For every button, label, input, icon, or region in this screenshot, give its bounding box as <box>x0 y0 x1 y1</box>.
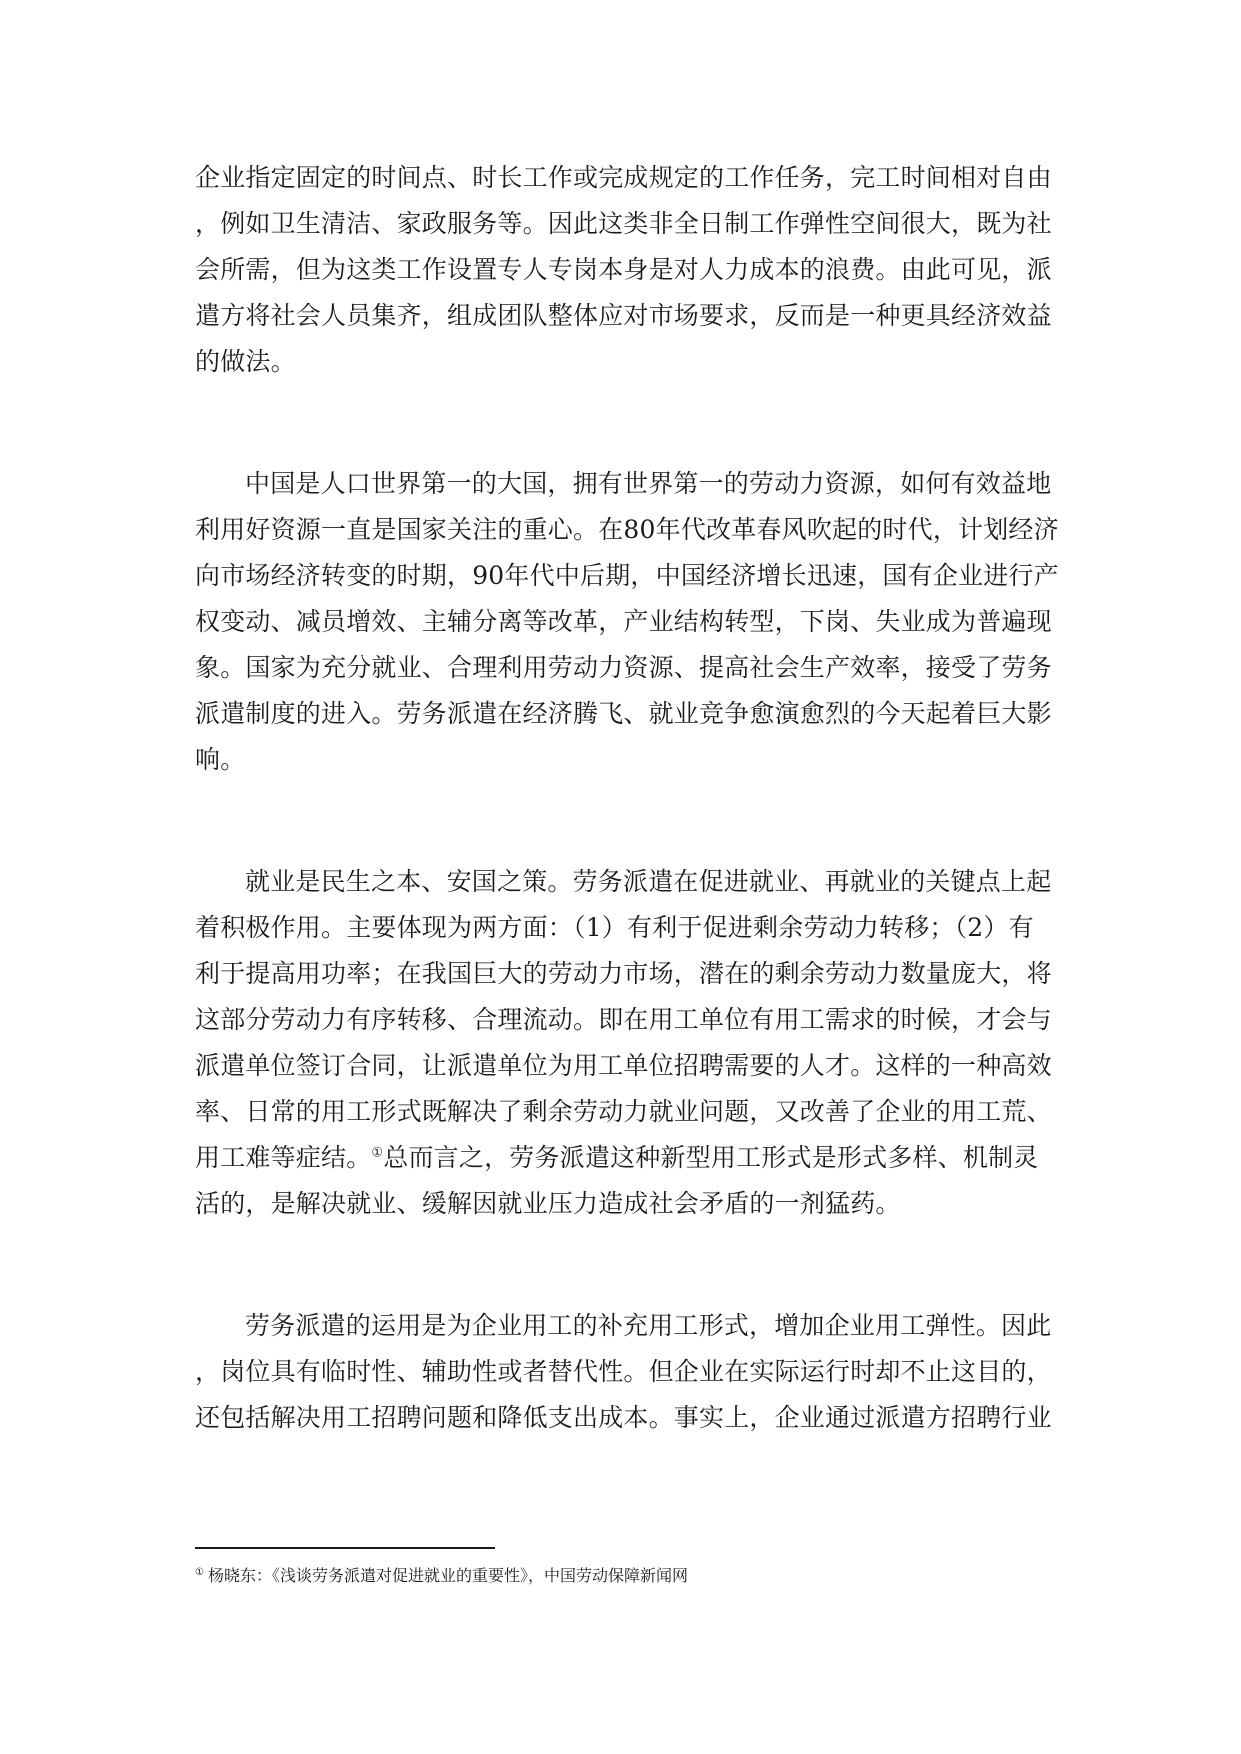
text-line: ，例如卫生清洁、家政服务等。因此这类非全日制工作弹性空间很大，既为社 <box>195 209 1052 238</box>
text-line: 派遣单位签订合同，让派遣单位为用工单位招聘需要的人才。这样的一种高效 <box>195 1051 1052 1080</box>
footnote-mark: ① <box>195 1566 204 1578</box>
text-line: 活的，是解决就业、缓解因就业压力造成社会矛盾的一剂猛药。 <box>195 1189 901 1218</box>
footnote <box>195 1564 688 1588</box>
text-line: 遣方将社会人员集齐，组成团队整体应对市场要求，反而是一种更具经济效益 <box>195 301 1052 330</box>
text-line: 这部分劳动力有序转移、合理流动。即在用工单位有用工需求的时候，才会与 <box>195 1005 1052 1034</box>
text-line: 会所需，但为这类工作设置专人专岗本身是对人力成本的浪费。由此可见，派 <box>195 255 1052 284</box>
text-line: 率、日常的用工形式既解决了剩余劳动力就业问题，又改善了企业的用工荒、 <box>195 1097 1052 1126</box>
text-line: 的做法。 <box>195 347 296 376</box>
text-segment: 总而言之，劳务派遣这种新型用工形式是形式多样、机制灵 <box>383 1143 1039 1172</box>
text-line <box>195 1140 1038 1176</box>
footnote-divider <box>195 1547 495 1549</box>
footnote-text: 杨晓东：《浅谈劳务派遣对促进就业的重要性》，中国劳动保障新闻网 <box>207 1566 688 1585</box>
text-line: 响。 <box>195 745 246 774</box>
text-line: ，岗位具有临时性、辅助性或者替代性。但企业在实际运行时却不止这目的， <box>195 1357 1052 1386</box>
text-line: 着积极作用。主要体现为两方面：（1）有利于促进剩余劳动力转移；（2）有 <box>195 913 1034 942</box>
text-line: 企业指定固定的时间点、时长工作或完成规定的工作任务，完工时间相对自由 <box>195 163 1052 192</box>
text-line: 利于提高用功率；在我国巨大的劳动力市场，潜在的剩余劳动力数量庞大，将 <box>195 959 1052 988</box>
text-line: 权变动、减员增效、主辅分离等改革，产业结构转型，下岗、失业成为普遍现 <box>195 607 1052 636</box>
text-line: 劳务派遣的运用是为企业用工的补充用工形式，增加企业用工弹性。因此 <box>245 1311 1052 1340</box>
text-segment: 用工难等症结。 <box>195 1143 372 1172</box>
text-line: 就业是民生之本、安国之策。劳务派遣在促进就业、再就业的关键点上起 <box>245 867 1052 896</box>
text-line: 中国是人口世界第一的大国，拥有世界第一的劳动力资源，如何有效益地 <box>245 469 1052 498</box>
footnote-reference[interactable]: ① <box>371 1145 384 1161</box>
text-line: 还包括解决用工招聘问题和降低支出成本。事实上，企业通过派遣方招聘行业 <box>195 1403 1052 1432</box>
text-line: 利用好资源一直是国家关注的重心。在80年代改革春风吹起的时代，计划经济 <box>195 515 1059 544</box>
text-line: 派遣制度的进入。劳务派遣在经济腾飞、就业竞争愈演愈烈的今天起着巨大影 <box>195 699 1052 728</box>
text-line: 象。国家为充分就业、合理利用劳动力资源、提高社会生产效率，接受了劳务 <box>195 653 1052 682</box>
text-line: 向市场经济转变的时期，90年代中后期，中国经济增长迅速，国有企业进行产 <box>195 561 1059 590</box>
